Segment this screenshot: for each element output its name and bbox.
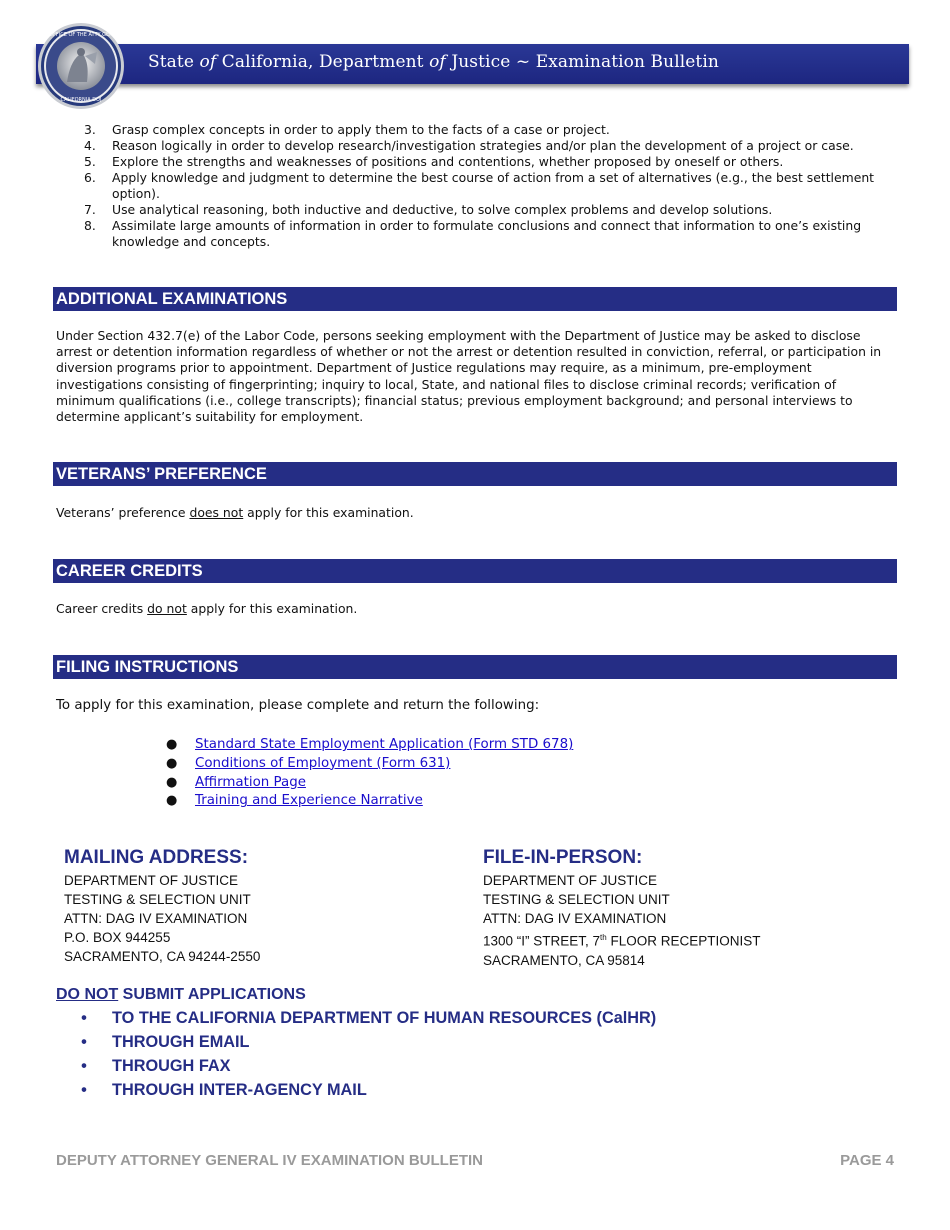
address-line: DEPARTMENT OF JUSTICE (483, 873, 658, 888)
list-item (166, 755, 573, 774)
address-line: TESTING & SELECTION UNIT (483, 892, 670, 907)
address-line: SACRAMENTO, CA 95814 (483, 952, 645, 968)
list-item: 4. Reason logically in order to develop research/investigation strategies and/or plan the development of a project or case. (84, 138, 854, 153)
bullet-icon: • (81, 1081, 87, 1099)
list-item: 3. Grasp complex concepts in order to apply them to the facts of a case or project. (84, 122, 610, 137)
bullet-icon: ● (166, 737, 178, 752)
address-line: TESTING & SELECTION UNIT (64, 892, 251, 907)
filing-links-list (166, 736, 573, 811)
link-form-631[interactable]: Conditions of Employment (Form 631) (195, 755, 451, 771)
svg-text:OFFICE OF THE ATTY GEN: OFFICE OF THE ATTY GEN (49, 32, 113, 38)
doj-seal-logo (37, 22, 125, 110)
do-not-submit-block (56, 984, 656, 1102)
list-item: • THROUGH FAX (56, 1054, 656, 1078)
address-line: DEPARTMENT OF JUSTICE (64, 873, 239, 888)
bullet-icon: ● (166, 793, 178, 809)
link-affirmation-page[interactable]: Affirmation Page (195, 774, 306, 790)
list-item: • THROUGH INTER-AGENCY MAIL (56, 1078, 656, 1102)
link-training-experience[interactable]: Training and Experience Narrative (195, 793, 423, 809)
list-item: • THROUGH EMAIL (56, 1030, 656, 1054)
section-heading-veterans-preference: VETERANS’ PREFERENCE (53, 462, 897, 486)
address-line: 1300 “I” STREET, 7th FLOOR RECEPTIONIST (483, 933, 761, 949)
additional-examinations-text: Under Section 432.7(e) of the Labor Code, persons seeking employment with the Department of Justice may be asked to disclose arrest or detention information regardless of whether or not the arrest or detention resulted in conviction, referral, or participation in diversion programs prior to appointment. Department of Justice regulations may require, as a minimum, pre-employment investigations consisting of fingerprinting; inquiry to local, State, and national files to disclose criminal records; verification of minimum qualifications (i.e., college transcripts); financial status; previous employment background; and personal interviews to determine applicant’s suitability for employment. (56, 328, 882, 425)
list-item (166, 792, 573, 811)
career-credits-text: Career credits do not apply for this examination. (56, 601, 358, 616)
footer-page-number: PAGE 4 (840, 1152, 894, 1169)
file-in-person-heading: FILE-IN-PERSON: (483, 847, 643, 868)
veterans-preference-text: Veterans’ preference does not apply for this examination. (56, 505, 414, 520)
bullet-icon: ● (166, 774, 178, 790)
bullet-icon: • (81, 1057, 87, 1075)
bullet-icon: • (81, 1009, 87, 1027)
mailing-address-heading: MAILING ADDRESS: (64, 847, 249, 868)
list-item: 6. Apply knowledge and judgment to determine the best course of action from a set of alternatives (e.g., the best settlement option). (84, 170, 875, 201)
section-heading-additional-examinations: ADDITIONAL EXAMINATIONS (53, 287, 897, 311)
filing-intro-text: To apply for this examination, please complete and return the following: (56, 698, 540, 713)
bullet-icon: • (81, 1033, 87, 1051)
list-item (166, 736, 573, 755)
header-title: State of California, Department of Justice ~ Examination Bulletin (148, 52, 719, 72)
address-line: ATTN: DAG IV EXAMINATION (64, 911, 248, 926)
file-in-person-block (483, 845, 761, 970)
bullet-icon: ● (166, 755, 178, 771)
section-heading-filing-instructions: FILING INSTRUCTIONS (53, 655, 897, 679)
address-line: P.O. BOX 944255 (64, 930, 171, 945)
address-line: ATTN: DAG IV EXAMINATION (483, 911, 667, 926)
section-heading-career-credits: CAREER CREDITS (53, 559, 897, 583)
list-item: 5. Explore the strengths and weaknesses of positions and contentions, whether proposed by oneself or others. (84, 154, 784, 169)
link-std-678[interactable]: Standard State Employment Application (Form STD 678) (195, 737, 574, 752)
list-item: • TO THE CALIFORNIA DEPARTMENT OF HUMAN RESOURCES (CalHR) (56, 1006, 656, 1030)
numbered-abilities-list (84, 122, 884, 250)
list-item (166, 774, 573, 793)
footer-bulletin-title: DEPUTY ATTORNEY GENERAL IV EXAMINATION BULLETIN (56, 1152, 483, 1169)
mailing-address-block (64, 845, 260, 966)
header-banner (36, 44, 909, 84)
do-not-submit-heading: DO NOT SUBMIT APPLICATIONS (56, 986, 306, 1003)
list-item: 8. Assimilate large amounts of information in order to formulate conclusions and connect that information to one’s existing knowledge and concepts. (84, 218, 862, 249)
address-line: SACRAMENTO, CA 94244-2550 (64, 949, 261, 964)
svg-text:CALIFORNIA DOJ: CALIFORNIA DOJ (60, 97, 102, 103)
list-item: 7. Use analytical reasoning, both inductive and deductive, to solve complex problems and develop solutions. (84, 202, 773, 217)
